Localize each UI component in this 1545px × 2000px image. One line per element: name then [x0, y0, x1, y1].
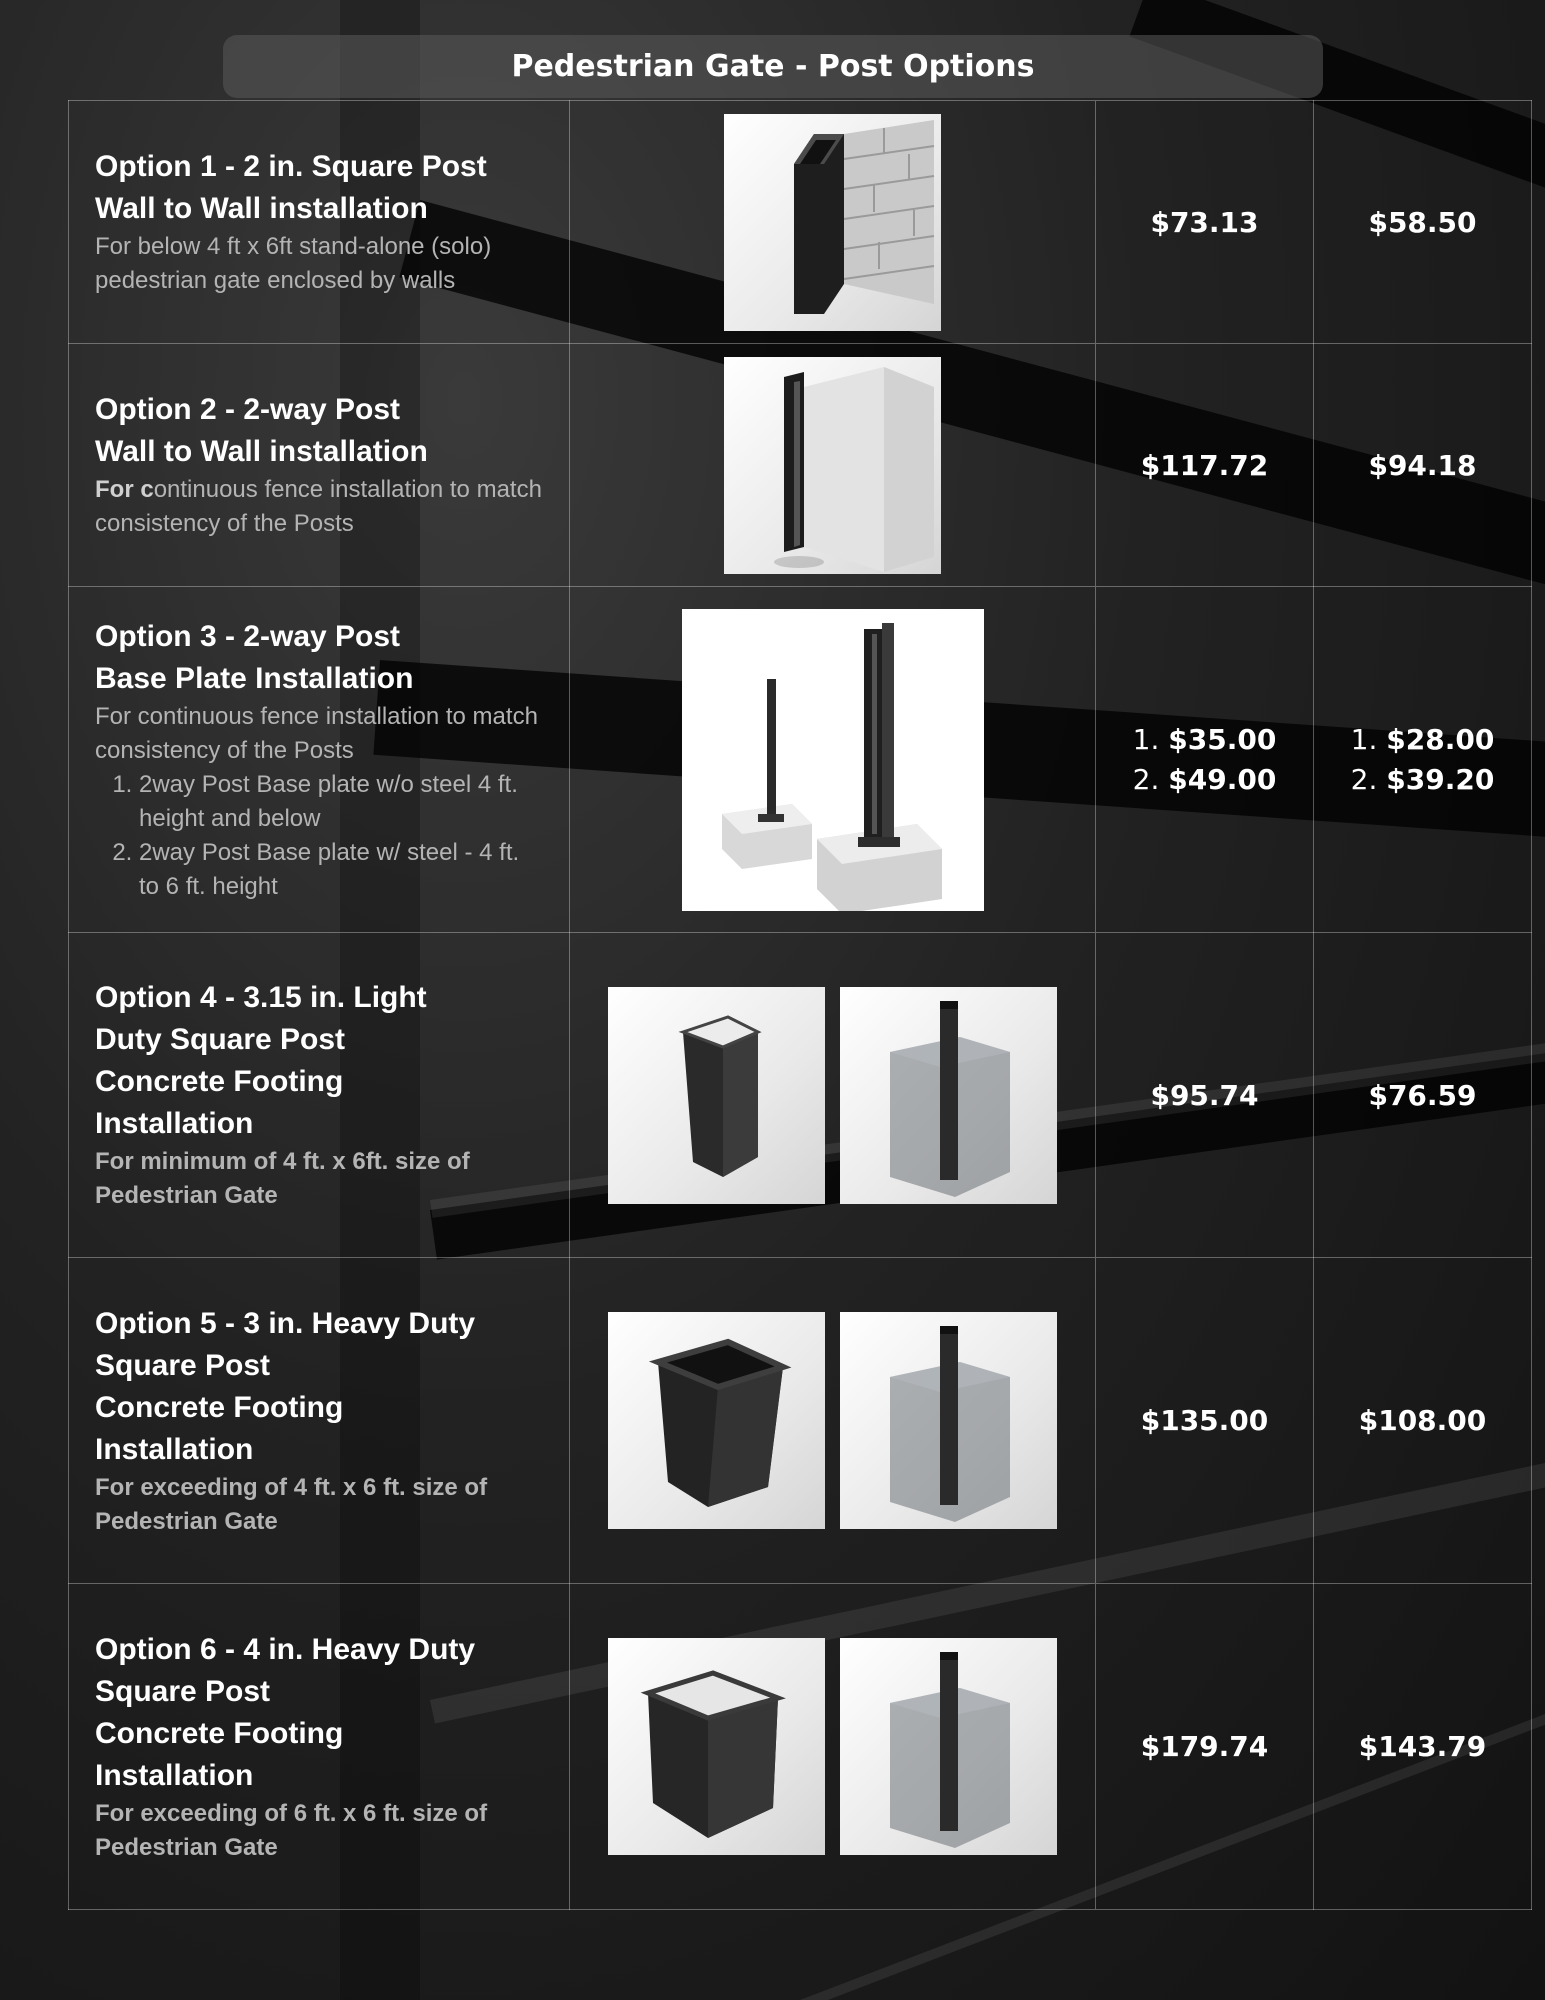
price-cell-2 [1314, 101, 1532, 344]
square-post-wall-image [724, 114, 941, 331]
option-description-cell [69, 101, 570, 344]
price-cell-1 [1096, 587, 1314, 933]
light-duty-post-image [608, 987, 825, 1204]
price: $49.00 [1168, 762, 1277, 796]
option-description: For exceeding of 4 ft. x 6 ft. size of Pedestrian Gate [95, 1473, 488, 1535]
option-title: Option 3 - 2-way Post Base Plate Installation [95, 619, 414, 695]
price-list: 1. $28.00 2. $39.20 [1350, 722, 1495, 796]
price-cell-2 [1314, 933, 1532, 1258]
price-cell-2 [1314, 344, 1532, 587]
list-item: 2. 2way Post Base plate w/ steel - 4 ft. to 6 ft. height [139, 836, 543, 904]
price-cell-1 [1096, 344, 1314, 587]
option-description-cell [69, 933, 570, 1258]
price: $28.00 [1386, 722, 1495, 756]
price-cell-1 [1096, 101, 1314, 344]
price-cell-1 [1096, 1584, 1314, 1910]
concrete-footing-image [840, 1638, 1057, 1855]
price-cell-1 [1096, 1258, 1314, 1584]
option-description-cell [69, 1258, 570, 1584]
option-image-cell [570, 101, 1096, 344]
option-description: For minimum of 4 ft. x 6ft. size of Pedestrian Gate [95, 1148, 470, 1209]
option-title: Option 6 - 4 in. Heavy Duty Square Post Concrete Footing Installation [95, 1632, 476, 1792]
price: $179.74 [1140, 1730, 1269, 1763]
option-image-cell [570, 587, 1096, 933]
price-cell-2 [1314, 587, 1532, 933]
table-row [69, 1584, 1532, 1910]
table-row [69, 587, 1532, 933]
option-title: Option 4 - 3.15 in. Light Duty Square Post Concrete Footing Installation [95, 981, 427, 1140]
table-row [69, 933, 1532, 1258]
heavy-duty-wide-post-image [608, 1638, 825, 1855]
option-image-cell [570, 1584, 1096, 1910]
price: $135.00 [1140, 1404, 1269, 1437]
price: $35.00 [1168, 722, 1277, 756]
price: $39.20 [1386, 762, 1495, 796]
option-description: For continuous fence installation to match consistency of the Posts [95, 476, 542, 537]
base-plate-posts-image [682, 609, 984, 911]
page-title: Pedestrian Gate - Post Options [223, 35, 1323, 98]
price-cell-1 [1096, 933, 1314, 1258]
price: $94.18 [1368, 448, 1477, 482]
price: $117.72 [1140, 448, 1269, 482]
list-item: 1. 2way Post Base plate w/o steel 4 ft. height and below [139, 768, 543, 836]
heavy-duty-post-image [608, 1312, 825, 1529]
option-title: Option 2 - 2-way Post Wall to Wall installation [95, 393, 428, 468]
table-row [69, 1258, 1532, 1584]
post-options-table [68, 100, 1532, 1910]
table-row [69, 101, 1532, 344]
option-title: Option 5 - 3 in. Heavy Duty Square Post Concrete Footing Installation [95, 1306, 476, 1466]
option-description-cell [69, 587, 570, 933]
option-description-cell [69, 1584, 570, 1910]
price: $76.59 [1368, 1078, 1477, 1112]
price: $73.13 [1150, 205, 1259, 239]
option-title: Option 1 - 2 in. Square Post Wall to Wall installation [95, 150, 487, 225]
option-description: For below 4 ft x 6ft stand-alone (solo) pedestrian gate enclosed by walls [95, 233, 492, 294]
price-cell-2 [1314, 1584, 1532, 1910]
price: $108.00 [1358, 1404, 1487, 1437]
price-cell-2 [1314, 1258, 1532, 1584]
concrete-footing-image [840, 1312, 1057, 1529]
price: $58.50 [1368, 205, 1477, 239]
option-description: For exceeding of 6 ft. x 6 ft. size of Pedestrian Gate [95, 1799, 488, 1861]
concrete-footing-image [840, 987, 1057, 1204]
option-image-cell [570, 933, 1096, 1258]
price: $143.79 [1358, 1730, 1487, 1763]
price-list: 1. $35.00 2. $49.00 [1132, 722, 1277, 796]
price: $95.74 [1150, 1078, 1259, 1112]
option-description: For continuous fence installation to match consistency of the Posts [95, 702, 538, 764]
option-image-cell [570, 344, 1096, 587]
option-description-cell [69, 344, 570, 587]
table-row [69, 344, 1532, 587]
option-list [95, 768, 543, 904]
option-image-cell [570, 1258, 1096, 1584]
two-way-post-wall-image [724, 357, 941, 574]
